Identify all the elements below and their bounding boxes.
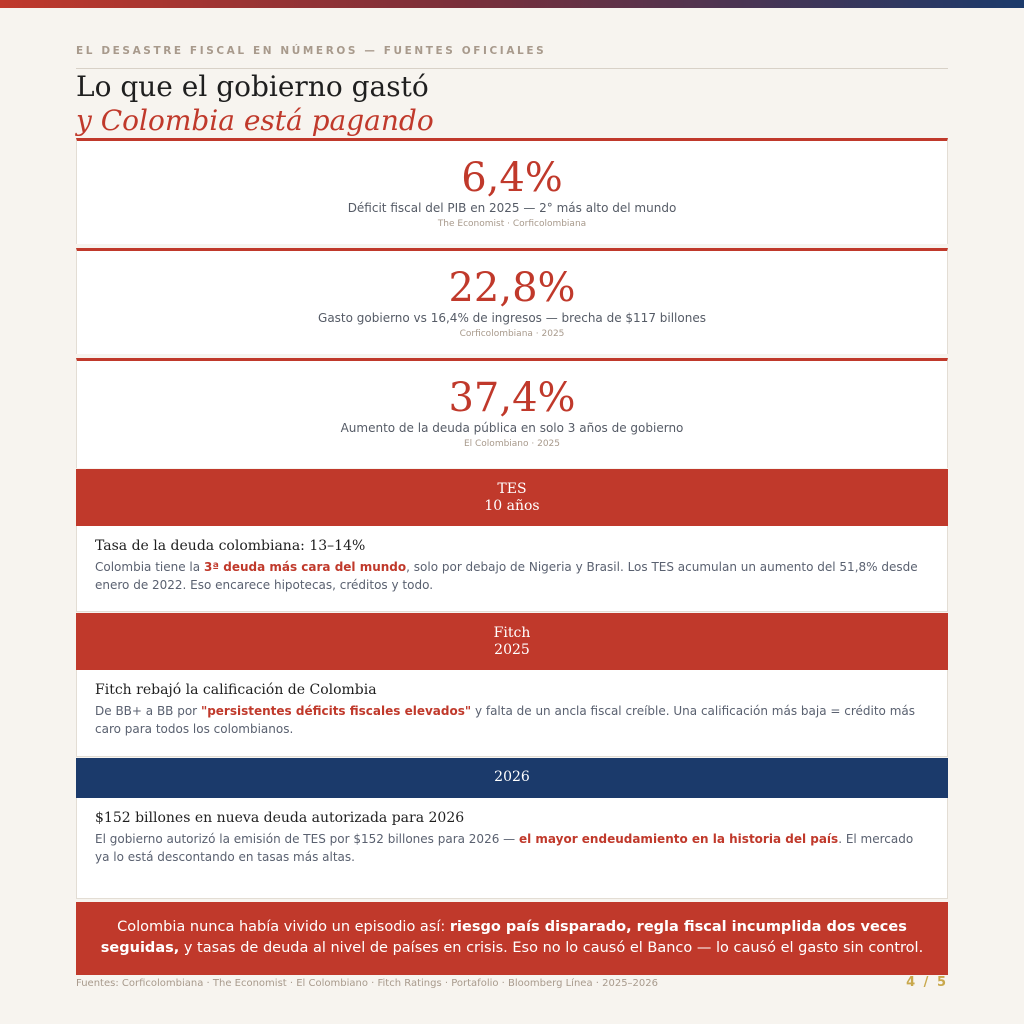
stat-card-debt xyxy=(76,358,948,468)
stat-source: Corficolombiana · 2025 xyxy=(459,329,565,339)
fitch-card xyxy=(76,670,948,757)
stat-description: Gasto gobierno vs 16,4% de ingresos — brecha de $117 billones xyxy=(318,311,706,325)
top-gradient-bar xyxy=(0,0,1024,8)
stat-value: 37,4% xyxy=(448,375,576,421)
fitch-band xyxy=(76,613,948,670)
stat-description: Aumento de la deuda pública en solo 3 años de gobierno xyxy=(340,421,684,435)
header-divider xyxy=(76,68,948,69)
card-text xyxy=(95,558,929,594)
stat-source: The Economist · Corficolombiana xyxy=(437,219,587,229)
stat-source: El Colombiano · 2025 xyxy=(463,439,561,449)
stat-value: 22,8% xyxy=(448,265,576,311)
card-heading: $152 billones en nueva deuda autorizada para 2026 xyxy=(95,810,465,826)
section-kicker: EL DESASTRE FISCAL EN NÚMEROS — FUENTES OFICIALES xyxy=(76,45,547,57)
band-sublabel: 10 años xyxy=(484,498,540,514)
card-text-part: y falta de un ancla fiscal creíble. Una calificación más baja = crédito más caro para todos los colombianos. xyxy=(95,704,915,736)
card-text-part: De BB+ a BB por xyxy=(95,704,201,718)
card-text xyxy=(95,830,929,866)
card-highlight: 3ª deuda más cara del mundo xyxy=(203,560,407,574)
stat-card-deficit xyxy=(76,138,948,244)
band-label: Fitch xyxy=(493,625,531,641)
page-title xyxy=(76,70,434,138)
title-line-1: Lo que el gobierno gastó xyxy=(76,70,429,103)
card-heading: Fitch rebajó la calificación de Colombia xyxy=(95,682,377,698)
conclusion-text: y tasas de deuda al nivel de países en crisis. Eso no lo causó el Banco — lo causó el gasto sin control. xyxy=(179,940,924,956)
stat-description: Déficit fiscal del PIB en 2025 — 2° más alto del mundo xyxy=(347,201,677,215)
card-highlight: el mayor endeudamiento en la historia del país xyxy=(518,832,839,846)
conclusion-banner xyxy=(76,902,948,975)
new-debt-card xyxy=(76,798,948,899)
band-sublabel: 2025 xyxy=(494,642,530,658)
card-text-part: , solo por debajo de Nigeria y Brasil. Los TES acumulan un aumento del 51,8% desde enero de 2022. Eso encarece hipotecas, créditos y todo. xyxy=(95,560,918,592)
stat-value: 6,4% xyxy=(461,155,563,201)
card-text xyxy=(95,702,929,738)
sources-footer: Fuentes: Corficolombiana · The Economist · El Colombiano · Fitch Ratings · Portafolio · Bloomberg Línea · 2025–2026 xyxy=(76,978,659,989)
title-line-2: y Colombia está pagando xyxy=(76,104,434,137)
stat-card-spending xyxy=(76,248,948,354)
conclusion-text: Colombia nunca había vivido un episodio así: xyxy=(117,919,450,935)
card-highlight: "persistentes déficits fiscales elevados" xyxy=(200,704,472,718)
year-2026-band xyxy=(76,758,948,798)
card-text-part: Colombia tiene la xyxy=(95,560,204,574)
card-text-part: . El mercado ya lo está descontando en tasas más altas. xyxy=(95,832,914,864)
card-text-part: El gobierno autorizó la emisión de TES por $152 billones para 2026 — xyxy=(95,832,519,846)
card-heading: Tasa de la deuda colombiana: 13–14% xyxy=(95,538,366,554)
conclusion-highlight: riesgo país disparado, regla fiscal incumplida dos veces seguidas, xyxy=(100,919,907,956)
tes-card xyxy=(76,526,948,612)
band-label: TES xyxy=(497,481,527,497)
band-label: 2026 xyxy=(494,769,530,785)
tes-band xyxy=(76,469,948,526)
page-indicator: 4 / 5 xyxy=(906,975,948,990)
